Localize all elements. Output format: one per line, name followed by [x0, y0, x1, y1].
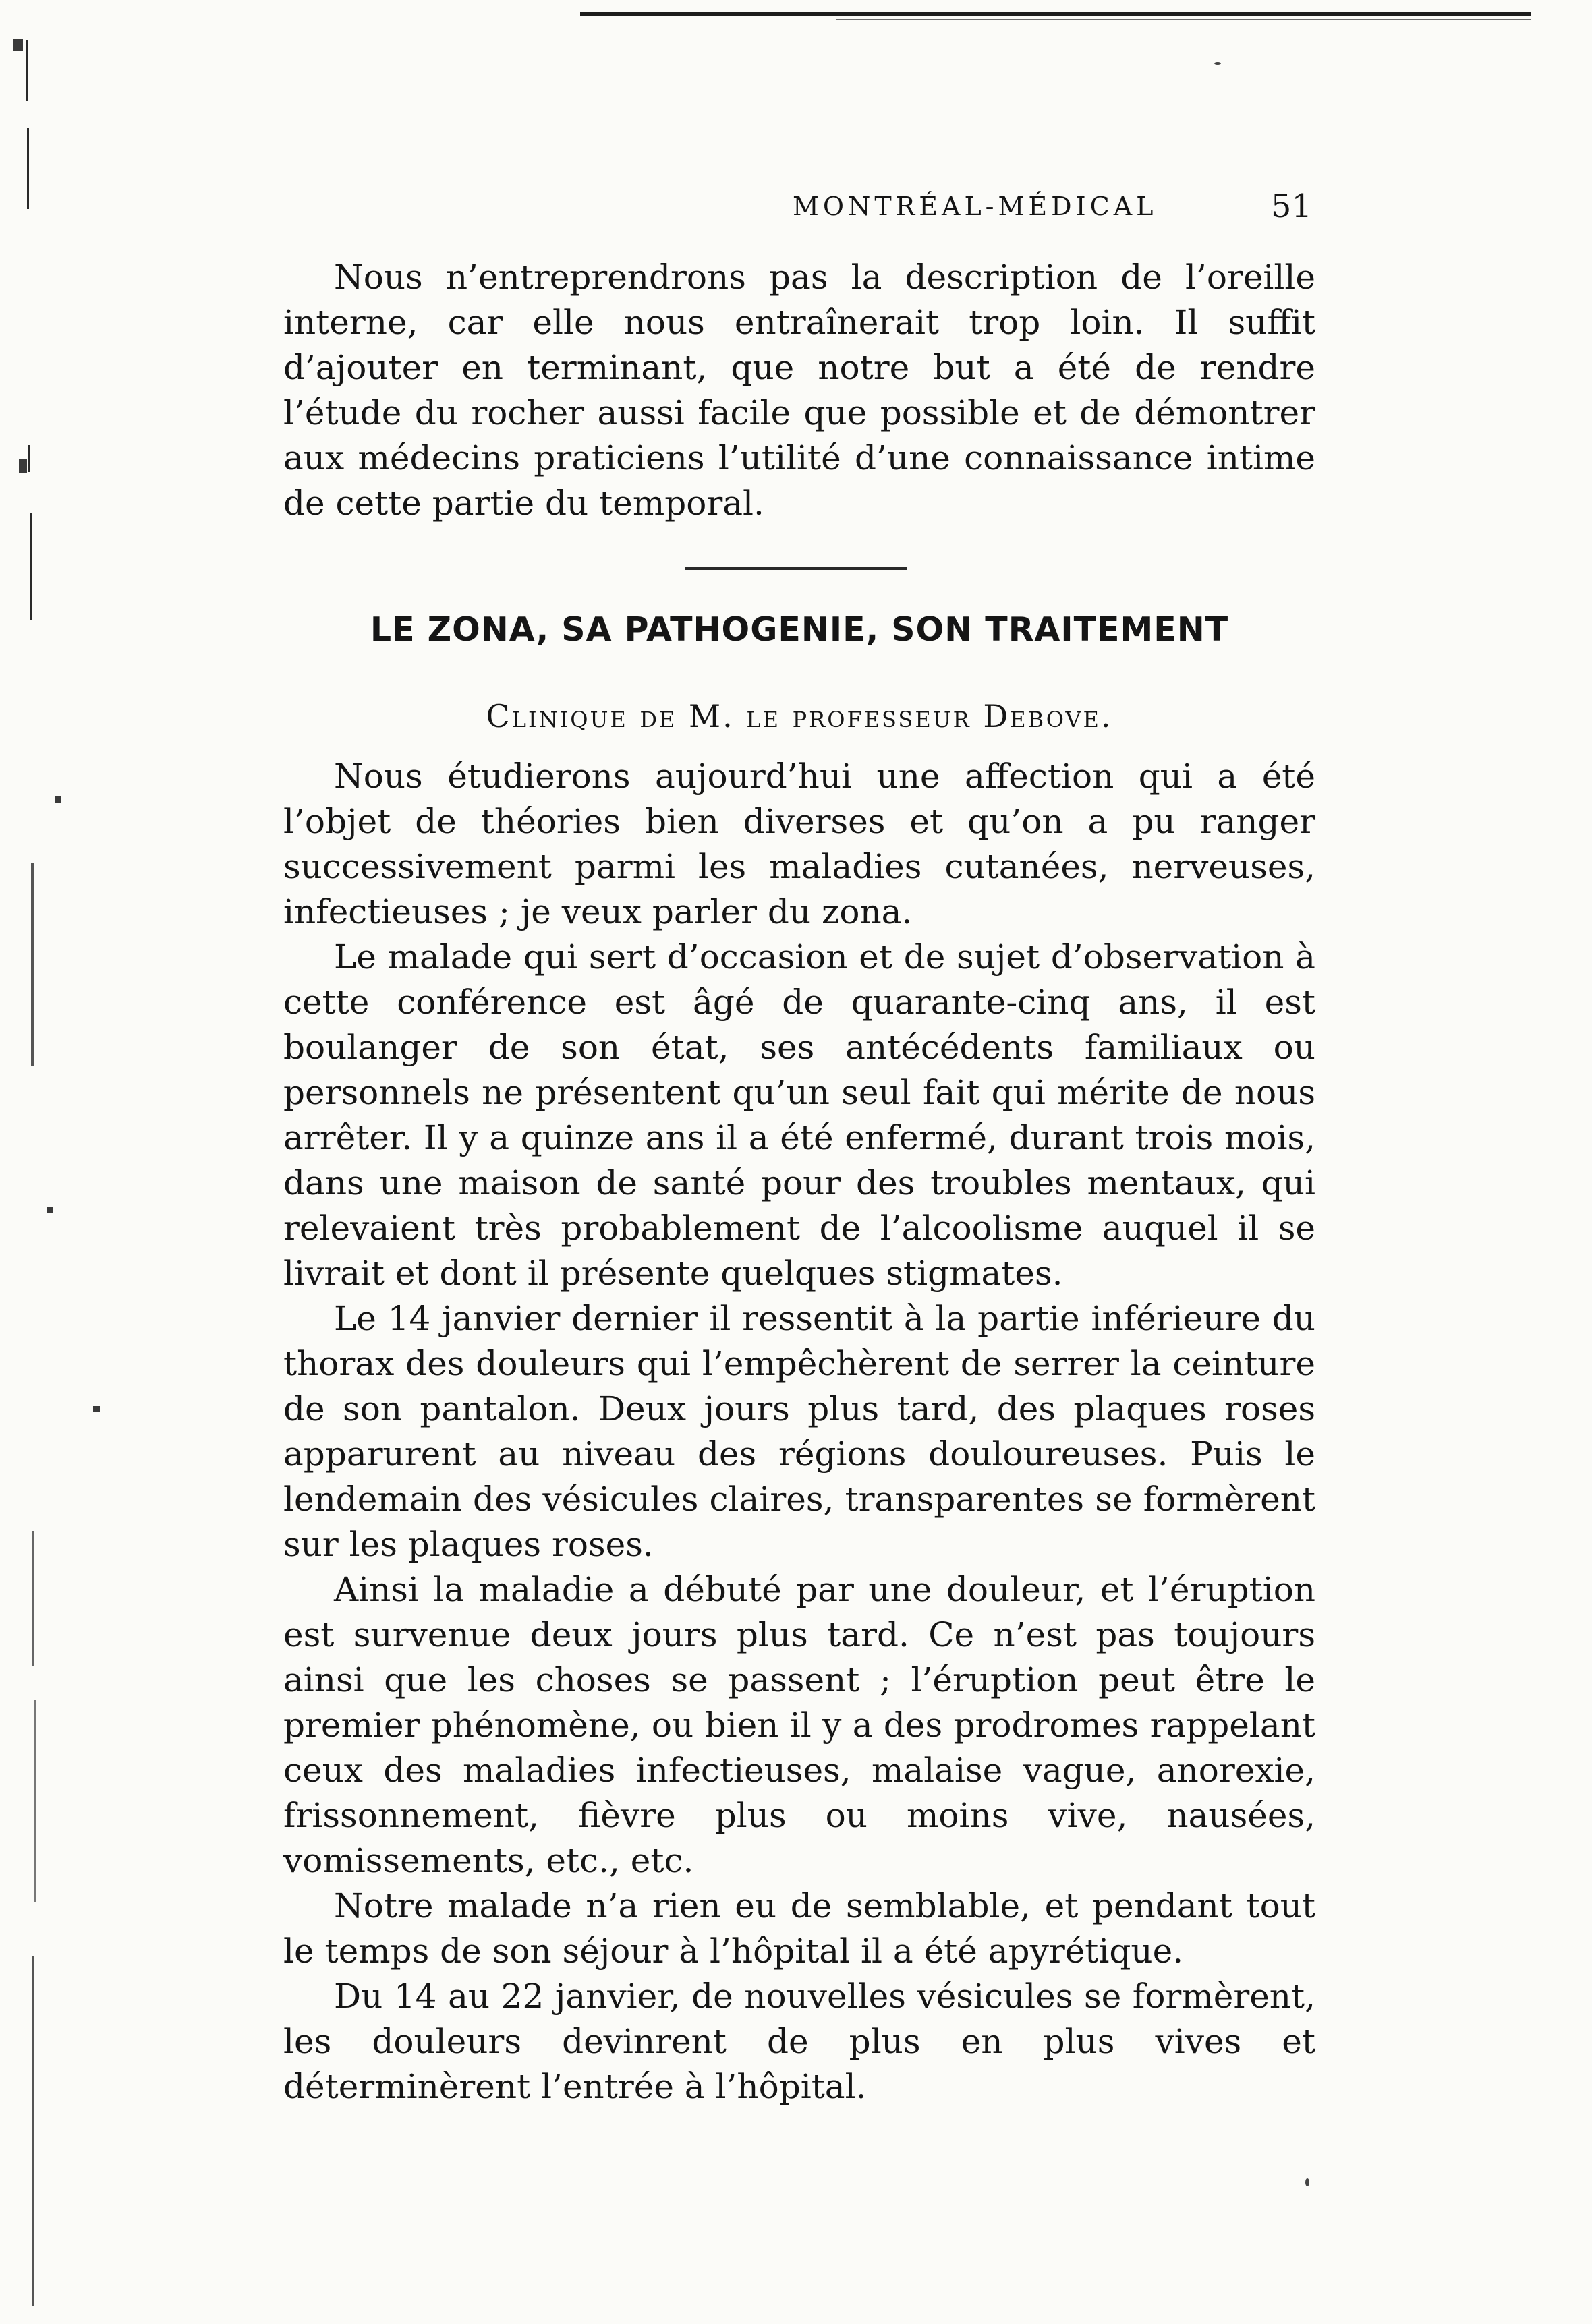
running-title: MONTRÉAL-MÉDICAL: [793, 192, 1158, 221]
section-separator: [685, 567, 907, 570]
intro-text: [283, 255, 1315, 526]
scan-speck: [1214, 62, 1221, 65]
binding-gutter-noise: [0, 0, 81, 2324]
paragraph: Le malade qui sert d’occasion et de sujet d’observation à cette conférence est âgé de quarante-cinq ans, il est boulanger de son état, ses antécédents familiaux ou personnels ne présentent qu’un seul fait qui mérite de nous arrêter. Il y a quinze ans il a été enfermé, durant trois mois, dans une maison de santé pour des troubles mentaux, qui relevaient très probablement de l’alcoolisme auquel il se livrait et dont il présente quelques stigmates.: [283, 937, 1315, 1293]
paragraph: Nous n’entreprendrons pas la description de l’oreille interne, car elle nous entraînerait trop loin. Il suffit d’ajouter en terminant, que notre but a été de rendre l’étude du rocher aussi facile que possible et de démontrer aux médecins praticiens l’utilité d’une connaissance intime de cette partie du temporal.: [283, 258, 1315, 523]
article-body: [283, 754, 1315, 2110]
paragraph: Le 14 janvier dernier il ressentit à la partie inférieure du thorax des douleurs qui l’empêchèrent de serrer la ceinture de son pantalon. Deux jours plus tard, des plaques roses apparurent au niveau des régions douloureuses. Puis le lendemain des vésicules claires, transparentes se formèrent sur les plaques roses.: [283, 1299, 1315, 1564]
top-border-rule: [580, 12, 1531, 16]
top-border-rule-thin: [836, 19, 1531, 20]
article-subtitle: Clinique de M. le professeur Debove.: [486, 698, 1113, 734]
page-header: [273, 183, 1312, 231]
paragraph: Notre malade n’a rien eu de semblable, et pendant tout le temps de son séjour à l’hôpital il a été apyrétique.: [283, 1886, 1315, 1971]
article-title: LE ZONA, SA PATHOGENIE, SON TRAITEMENT: [370, 610, 1229, 649]
scan-speck: [1305, 2178, 1309, 2186]
paragraph: Ainsi la maladie a débuté par une douleur, et l’éruption est survenue deux jours plus tard. Ce n’est pas toujours ainsi que les choses se passent ; l’éruption peut être le premier phénomène, ou bien il y a des prodromes rappelant ceux des maladies infectieuses, malaise vague, anorexie, frissonnement, fièvre plus ou moins vive, nausées, vomissements, etc., etc.: [283, 1570, 1315, 1880]
paragraph: Nous étudierons aujourd’hui une affection qui a été l’objet de théories bien diverses et qu’on a pu ranger successivement parmi les maladies cutanées, nerveuses, infectieuses ; je veux parler du zona.: [283, 757, 1315, 931]
page-number: 51: [1270, 187, 1312, 225]
paragraph: Du 14 au 22 janvier, de nouvelles vésicules se formèrent, les douleurs devinrent de plus en plus vives et déterminèrent l’entrée à l’hôpital.: [283, 1977, 1315, 2106]
